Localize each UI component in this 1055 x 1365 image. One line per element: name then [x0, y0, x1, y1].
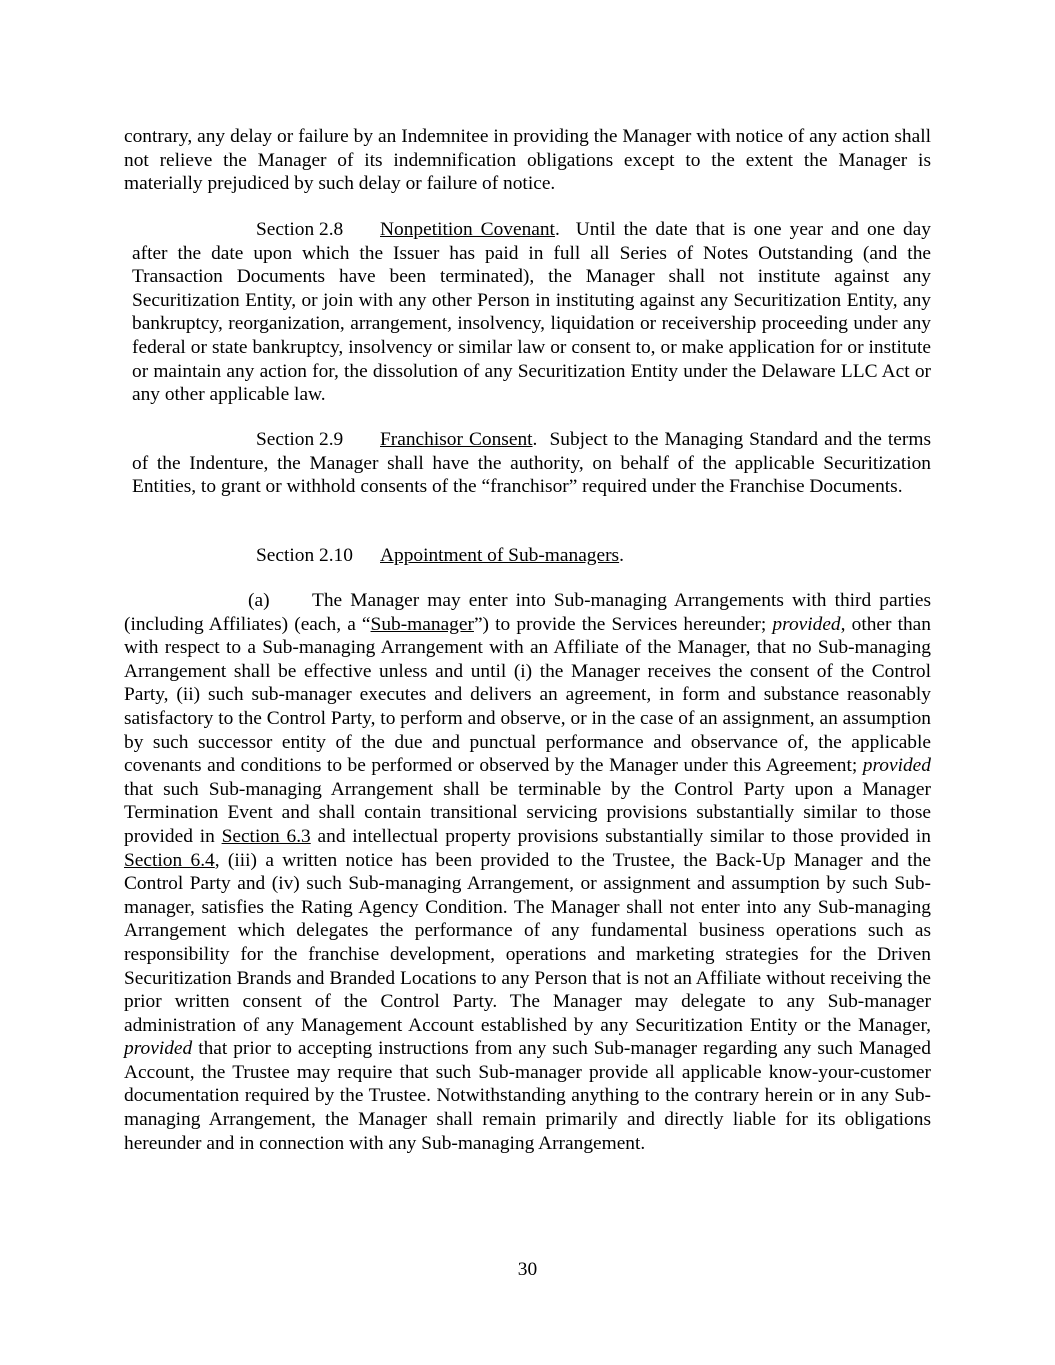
- section-2-8-paragraph: Section 2.8 Nonpetition Covenant. Until the date that is one year and one day after the date upon which the Issuer has paid in full all Series of Notes Outstanding (and the Transaction Documents have been terminated), the Manager shall not institute against any Securitization Entity, or join with any other Person in instituting against any Securitization Entity, any bankruptcy, reorganization, arrangement, insolvency, liquidation or receivership proceeding under any federal or state bankruptcy, insolvency or similar law or consent to, or make application for or institute or maintain any action for, the dissolution of any Securitization Entity under the Delaware LLC Act or any other applicable law.: [132, 219, 931, 406]
- provided-italic-3: provided: [124, 1038, 193, 1060]
- section-6-4-reference: Section 6.4: [124, 849, 215, 871]
- subsection-a-text-1: The Manager may enter into Sub-managing Arrangements with third parties (including Affiliates) (each, a “: [124, 590, 931, 635]
- continuation-paragraph: [124, 125, 931, 196]
- section-2-10-heading: [256, 544, 624, 568]
- section-2-9-title: Franchisor Consent: [380, 429, 533, 450]
- subsection-a-text-6: , (iii) a written notice has been provided to the Trustee, the Back-Up Manager and the Control Party and (iv) such Sub-managing Arrangement, or assignment and assumption by such Sub-manager, satisfies the Rating Agency Condition. The Manager shall not enter into any Sub-managing Arrangement which delegates the performance of any fundamental business operations such as responsibility for the franchise development, operations and marketing strategies for the Driven Securitization Brands and Branded Locations to any Person that is not an Affiliate without receiving the prior written consent of the Control Party. The Manager may delegate to any Sub-manager administration of any Management Account established by any Securitization Entity or the Manager,: [124, 849, 931, 1036]
- section-2-9-paragraph: Section 2.9 Franchisor Consent. Subject to the Managing Standard and the terms of the Indenture, the Manager shall have the authority, on behalf of the applicable Securitization Entities, to grant or withhold consents of the “franchisor” required under the Franchise Documents.: [132, 429, 931, 498]
- section-2-10-number: Section 2.10: [256, 545, 353, 566]
- continuation-text: contrary, any delay or failure by an Indemnitee in providing the Manager with notice of any action shall not relieve the Manager of its indemnification obligations except to the extent the Manager is materially prejudiced by such delay or failure of notice.: [124, 126, 931, 195]
- section-2-10-title-end: .: [619, 545, 624, 566]
- subsection-a-text-3: , other than with respect to a Sub-managing Arrangement with an Affiliate of the Manager, that no Sub-managing Arrangement shall be effective unless and until (i) the Manager receives the consent of the Control Party, (ii) such sub-manager executes and delivers an agreement, in form and substance reasonably satisfactory to the Control Party, to perform and observe, or in the case of an assignment, an assumption by such successor entity of the due and punctual performance and observance of, the applicable covenants and conditions to be performed or observed by the Manager under this Agreement;: [124, 613, 931, 777]
- subsection-a-text-2: ”) to provide the Services hereunder;: [473, 613, 767, 635]
- subsection-a-paragraph: [124, 589, 931, 1155]
- subsection-a-text-5: and intellectual property provisions substantially similar to those provided in: [317, 825, 931, 847]
- defined-term-sub-manager: Sub-manager: [370, 613, 474, 635]
- section-2-8-body: Until the date that is one year and one day after the date upon which the Issuer has paid in full all Series of Notes Outstanding (and the Transaction Documents have been terminated), the Manager shall not institute against any Securitization Entity, or join with any other Person in instituting against any Securitization Entity, any bankruptcy, reorganization, arrangement, insolvency, liquidation or receivership proceeding under any federal or state bankruptcy, insolvency or similar law or consent to, or make application for or institute or maintain any action for, the dissolution of any Securitization Entity under the Delaware LLC Act or any other applicable law.: [132, 219, 931, 406]
- section-2-9-body: Subject to the Managing Standard and the terms of the Indenture, the Manager shall have the authority, on behalf of the applicable Securitization Entities, to grant or withhold consents of the “franchisor” required under the Franchise Documents.: [132, 429, 931, 498]
- subsection-a-label: (a): [248, 590, 270, 611]
- page-number: 30: [517, 1259, 538, 1280]
- provided-italic-2: provided: [862, 755, 931, 777]
- subsection-a-text-7: that prior to accepting instructions from any such Sub-manager regarding any such Managed Account, the Trustee may require that such Sub-manager provide all applicable know-your-customer documentation required by the Trustee. Notwithstanding anything to the contrary herein or in any Sub-managing Arrangement, the Manager shall remain primarily and directly liable for its obligations hereunder and in connection with any Sub-managing Arrangement.: [124, 1038, 931, 1154]
- section-6-3-reference: Section 6.3: [221, 825, 311, 847]
- section-2-8-number: Section 2.8: [256, 219, 344, 240]
- provided-italic-1: provided: [772, 613, 841, 635]
- subsection-a-text-4: that such Sub-managing Arrangement shall be terminable by the Control Party upon a Manager Termination Event and shall contain transitional servicing provisions substantially similar to those provided in: [124, 778, 931, 847]
- section-2-10-title: Appointment of Sub-managers: [380, 545, 620, 566]
- section-2-9-number: Section 2.9: [256, 429, 344, 450]
- section-2-8-title: Nonpetition Covenant: [380, 219, 555, 240]
